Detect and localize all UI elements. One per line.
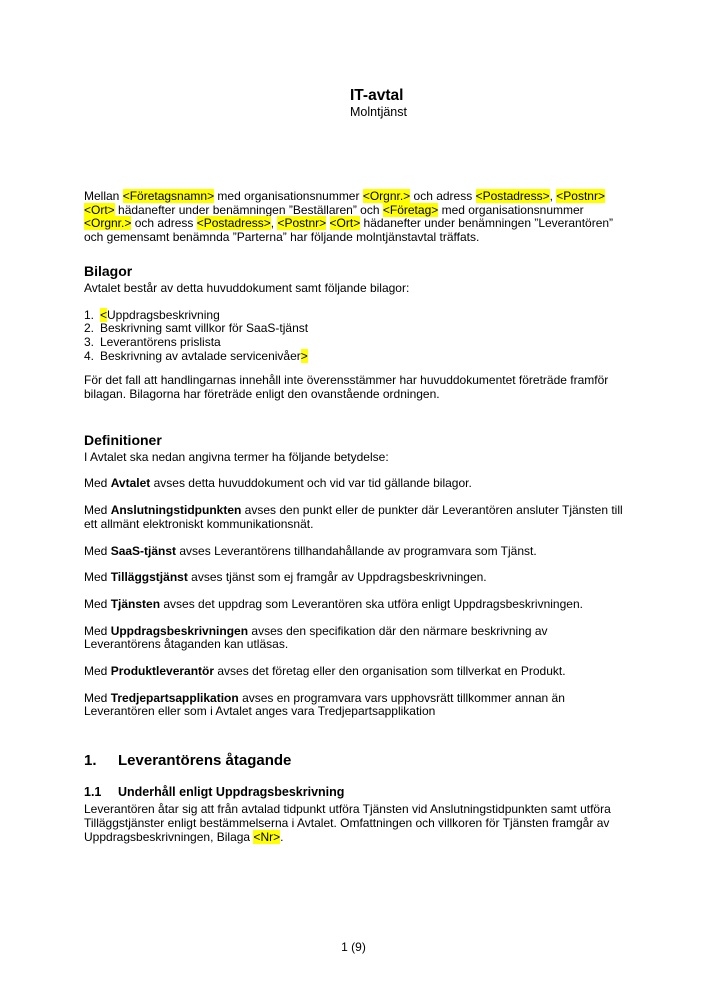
section1-number: 1. [84, 752, 97, 770]
subsection-number: 1.1 [84, 785, 102, 800]
intro-paragraph: Mellan <Företagsnamn> med organisationsnummer <Orgnr.> och adress <Postadress>, <Postnr> <Ort> hädanefter under benämningen ”Beställaren” och <Företag> med organisationsnummer <Orgnr.> och adress <Postadress>, <Postnr> <Ort> hädanefter under benämningen ”Leverantören” och gemensamt benämnda ”Parterna” har följande molntjänstavtal träffats. [84, 189, 614, 245]
list-item-text: Beskrivning av avtalade servicenivåer> [100, 348, 308, 363]
definition-paragraph: Med Anslutningstidpunkten avses den punkt eller de punkter där Leverantören ansluter Tjänsten till ett allmänt elektroniskt kommunikationsnät. [84, 503, 623, 531]
document-title: IT-avtal [350, 87, 404, 104]
bilagor-intro-paragraph: Avtalet består av detta huvuddokument samt följande bilagor: [84, 280, 410, 295]
page-number: 1 (9) [341, 940, 366, 954]
document-subtitle: Molntjänst [350, 105, 407, 119]
list-item-number: 1. [84, 307, 95, 322]
section-heading-bilagor: Bilagor [84, 262, 133, 279]
bilagor-list [84, 309, 625, 364]
list-item-number: 4. [84, 348, 95, 363]
subsection-paragraph: Leverantören åtar sig att från avtalad tidpunkt utföra Tjänsten vid Anslutningstidpunkten samt utföra Tilläggstjänster enligt bestämmelserna i Avtalet. Omfattningen och villkoren för Tjänsten framgår av Uppdragsbeskrivningen, Bilaga <Nr>. [84, 802, 611, 844]
subsection-heading [84, 785, 625, 800]
list-item-number: 2. [84, 321, 95, 336]
definitioner-intro-paragraph: I Avtalet ska nedan angivna termer ha följande betydelse: [84, 449, 389, 464]
list-item-text: <Uppdragsbeskrivning [100, 307, 220, 322]
list-item-text: Beskrivning samt villkor för SaaS-tjänst [100, 321, 309, 336]
definition-paragraph: Med Uppdragsbeskrivningen avses den specifikation där den närmare beskrivning av Leverantörens åtaganden kan utläsas. [84, 623, 548, 652]
list-item [84, 336, 625, 350]
title-block [350, 86, 625, 119]
definition-paragraph: Med SaaS-tjänst avses Leverantörens tillhandahållande av programvara som Tjänst. [84, 543, 537, 558]
subsection-title: Underhåll enligt Uppdragsbeskrivning [118, 785, 345, 800]
list-item [84, 309, 625, 323]
definition-paragraph: Med Produktleverantör avses det företag eller den organisation som tillverkat en Produkt. [84, 664, 566, 679]
list-item-number: 3. [84, 334, 95, 349]
bilagor-note-paragraph: För det fall att handlingarnas innehåll inte överensstämmer har huvuddokumentet företräde framför bilagan. Bilagorna har företräde enligt den ovanstående ordningen. [84, 373, 609, 402]
section1-title: Leverantörens åtagande [118, 752, 292, 770]
document-content [84, 0, 625, 844]
definition-paragraph: Med Tjänsten avses det uppdrag som Leverantören ska utföra enligt Uppdragsbeskrivningen. [84, 596, 583, 611]
definition-paragraph: Med Avtalet avses detta huvuddokument och vid var tid gällande bilagor. [84, 476, 472, 491]
section-heading-definitioner: Definitioner [84, 431, 162, 448]
section1-heading [84, 752, 625, 770]
list-item [84, 350, 625, 364]
definition-paragraph: Med Tredjepartsapplikation avses en programvara vars upphovsrätt tillkommer annan än Leverantören eller som i Avtalet anges vara Tredjepartsapplikation [84, 690, 565, 719]
list-item-text: Leverantörens prislista [100, 334, 221, 349]
list-item [84, 322, 625, 336]
definition-paragraph: Med Tilläggstjänst avses tjänst som ej framgår av Uppdragsbeskrivningen. [84, 570, 487, 585]
